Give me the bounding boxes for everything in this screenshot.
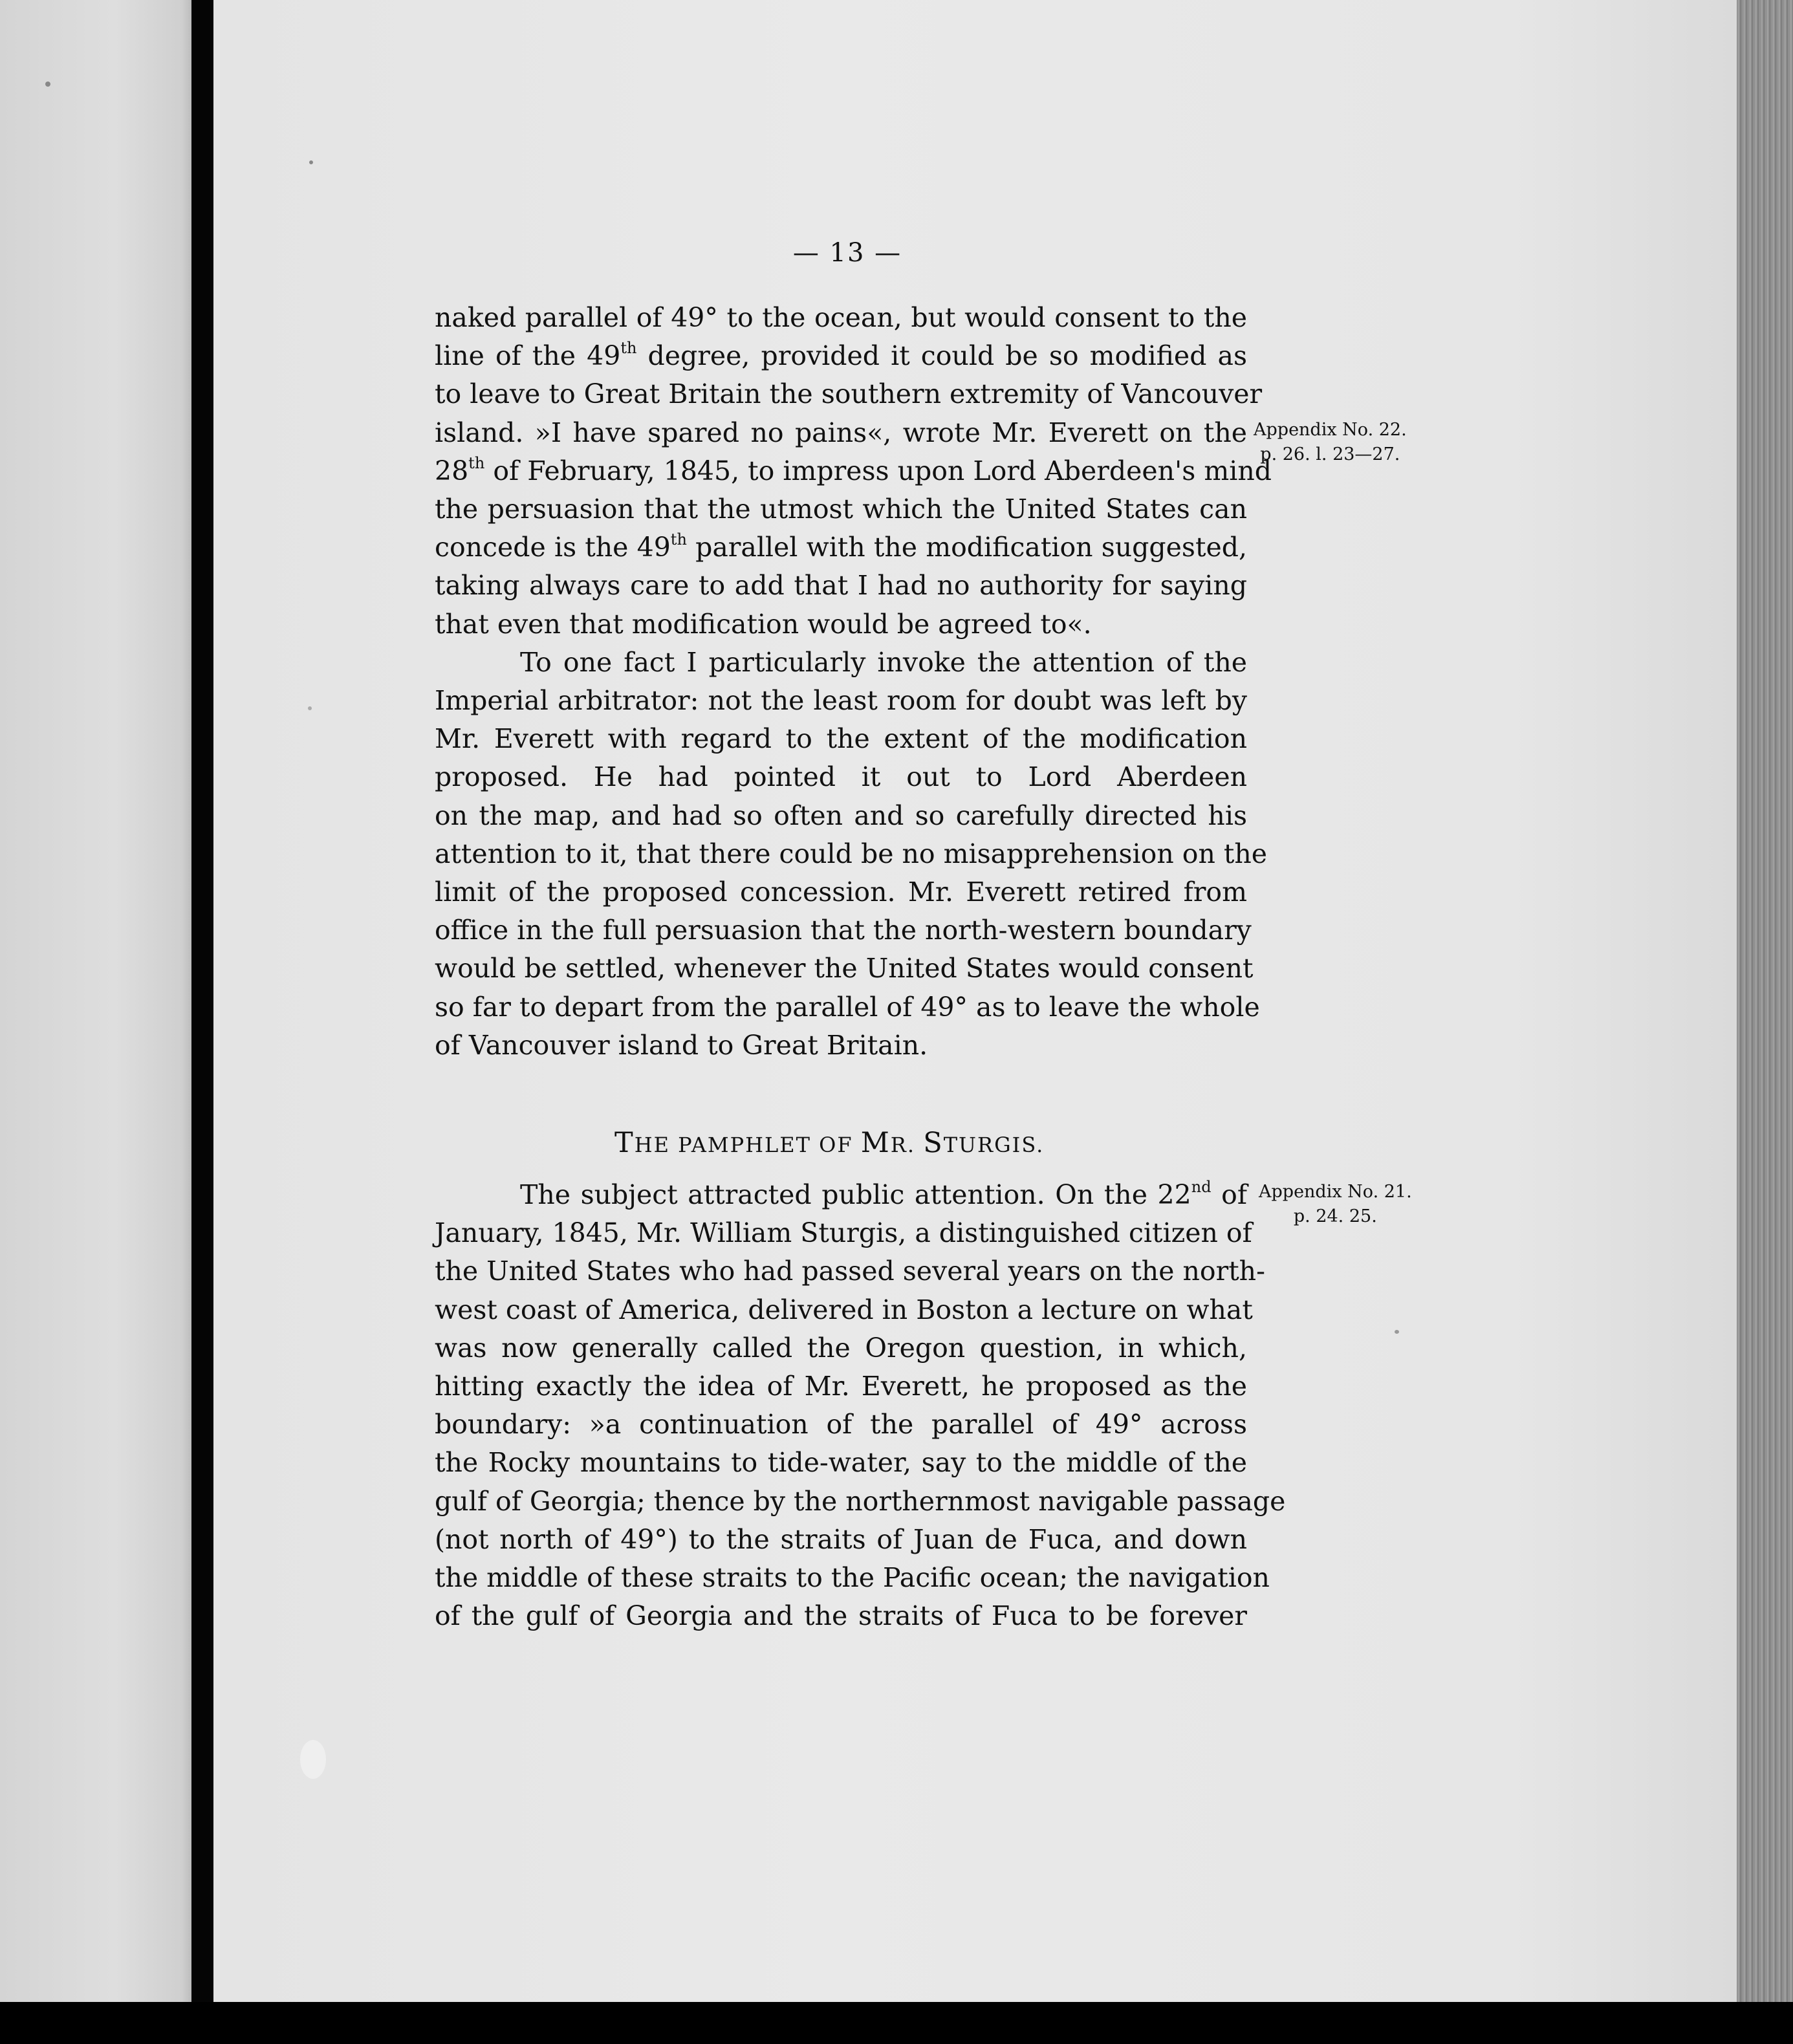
- text-line: line of the 49th degree, provided it could be so modified as: [435, 339, 1248, 372]
- heading-smallcaps: R.: [890, 1133, 924, 1157]
- heading-initial: S: [923, 1127, 944, 1159]
- text-line: the United States who had passed several years on the north-: [435, 1256, 1265, 1287]
- text-line: January, 1845, Mr. William Sturgis, a distinguished citizen of: [435, 1217, 1252, 1249]
- text-line: the middle of these straits to the Pacific ocean; the navigation: [435, 1562, 1270, 1594]
- text-line: naked parallel of 49° to the ocean, but would consent to the: [435, 302, 1247, 333]
- text-line: was now generally called the Oregon question, in which,: [435, 1332, 1247, 1364]
- section-heading: [614, 1127, 1067, 1159]
- text-line: gulf of Georgia; thence by the northernmost navigable passage: [435, 1485, 1286, 1517]
- margin-note-line: p. 26. l. 23—27.: [1260, 444, 1400, 464]
- text-line: attention to it, that there could be no misapprehension on the: [435, 838, 1268, 869]
- speck: [1395, 1330, 1399, 1334]
- book-gutter: [191, 0, 213, 2002]
- text-line: the Rocky mountains to tide-water, say to the middle of the: [435, 1447, 1247, 1479]
- text-line: taking always care to add that I had no authority for saying: [435, 570, 1247, 602]
- text-line: 28th of February, 1845, to impress upon Lord Aberdeen's mind: [435, 453, 1272, 486]
- text-line: to leave to Great Britain the southern extremity of Vancouver: [435, 378, 1263, 410]
- speck: [300, 1740, 326, 1779]
- body-text: [435, 299, 1272, 1065]
- text-line: (not north of 49°) to the straits of Juan de Fuca, and down: [435, 1523, 1247, 1555]
- page-number: — 13 —: [792, 238, 902, 268]
- text-line: on the map, and had so often and so carefully directed his: [435, 799, 1247, 831]
- text-line: limit of the proposed concession. Mr. Everett retired from: [435, 876, 1247, 908]
- text-line: would be settled, whenever the United States would consent: [435, 953, 1254, 984]
- section-text: [435, 1176, 1286, 1635]
- text-line: the persuasion that the utmost which the United States can: [435, 494, 1247, 525]
- text-line: island. »I have spared no pains«, wrote Mr. Everett on the: [435, 417, 1247, 448]
- text-line: concede is the 49th parallel with the modification suggested,: [435, 530, 1247, 563]
- margin-note-line: Appendix No. 21.: [1259, 1182, 1412, 1202]
- text-line: hitting exactly the idea of Mr. Everett, he proposed as the: [435, 1371, 1247, 1402]
- text-line: boundary: »a continuation of the parallel of 49° across: [435, 1409, 1247, 1441]
- text-line: of Vancouver island to Great Britain.: [435, 1029, 928, 1061]
- left-page-edge: [0, 0, 191, 2002]
- text-line: Mr. Everett with regard to the extent of the modification: [435, 723, 1247, 755]
- text-line: Imperial arbitrator: not the least room for doubt was left by: [435, 685, 1247, 717]
- speck: [309, 160, 313, 164]
- margin-note-appendix-22: [1254, 418, 1407, 467]
- heading-initial: T: [614, 1127, 635, 1159]
- heading-smallcaps: TURGIS.: [943, 1133, 1045, 1157]
- heading-smallcaps: HE PAMPHLET OF: [634, 1133, 861, 1157]
- speck: [45, 82, 50, 87]
- text-line: west coast of America, delivered in Boston a lecture on what: [435, 1294, 1253, 1325]
- heading-initial: M: [860, 1127, 891, 1159]
- text-line: so far to depart from the parallel of 49° as to leave the whole: [435, 991, 1260, 1023]
- text-line: of the gulf of Georgia and the straits of Fuca to be forever: [435, 1600, 1247, 1632]
- text-line: To one fact I particularly invoke the attention of the: [520, 646, 1247, 678]
- speck: [308, 706, 312, 710]
- margin-note-line: Appendix No. 22.: [1254, 420, 1407, 440]
- text-line: The subject attracted public attention. On the 22nd of: [520, 1178, 1247, 1210]
- page-edges: [1737, 0, 1793, 2002]
- text-line: that even that modification would be agreed to«.: [435, 608, 1092, 640]
- margin-note-line: p. 24. 25.: [1293, 1206, 1377, 1226]
- text-line: proposed. He had pointed it out to Lord Aberdeen: [435, 761, 1247, 793]
- text-line: office in the full persuasion that the north-western boundary: [435, 915, 1252, 946]
- margin-note-appendix-21: [1259, 1180, 1412, 1229]
